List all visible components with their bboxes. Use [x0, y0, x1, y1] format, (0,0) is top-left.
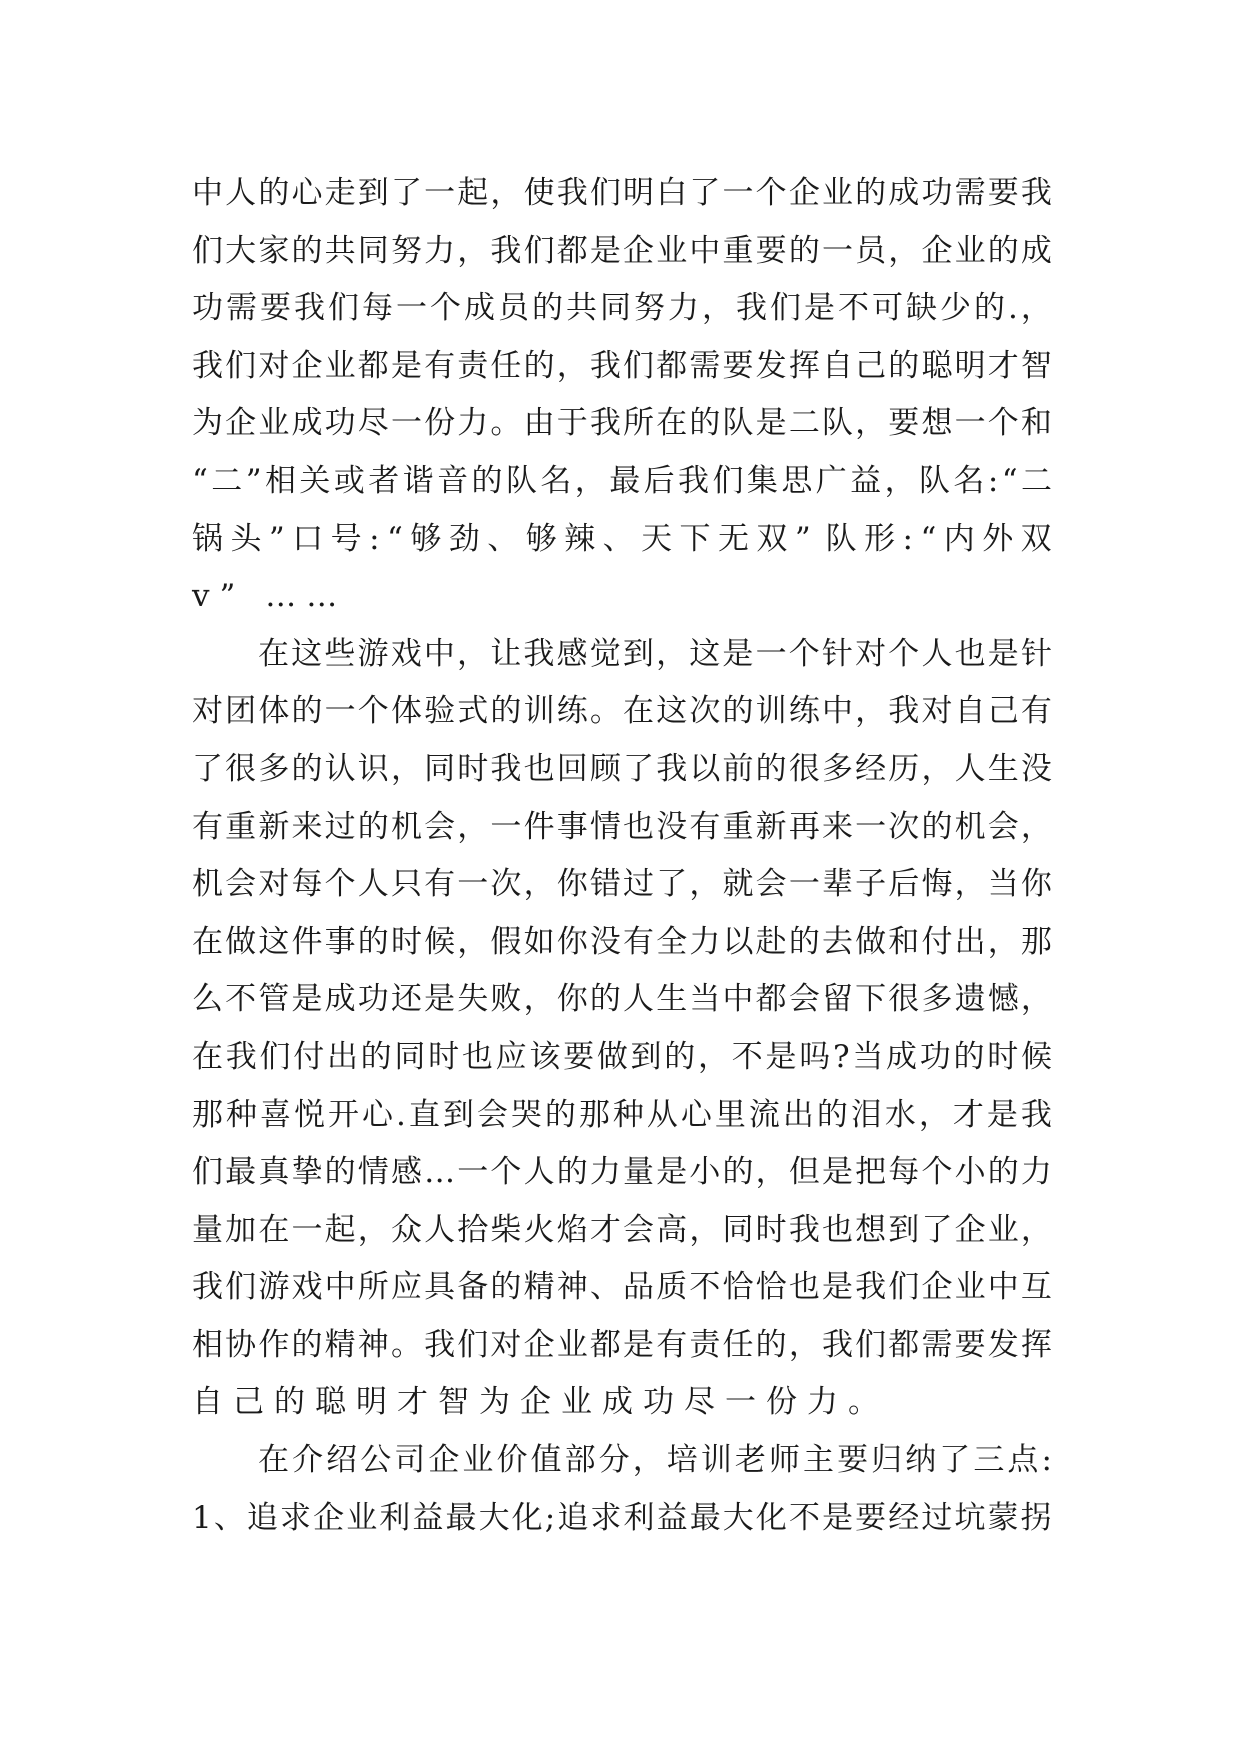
text-line: 相 协 作 的 精 神 。 我 们 对 企 业 都 是 有 责 任 的 ， 我 们 都 需 要 发 挥 — [192, 1326, 1052, 1363]
text-line: v” …… — [192, 578, 348, 615]
body-text — [192, 165, 1052, 1547]
text-line: 量 加 在 一 起 ， 众 人 拾 柴 火 焰 才 会 高 ， 同 时 我 也 想 到 了 企 业 ， — [192, 1211, 1052, 1248]
text-line: 我 们 对 企 业 都 是 有 责 任 的 ， 我 们 都 需 要 发 挥 自 己 的 聪 明 才 智 — [192, 347, 1052, 384]
text-line: 我 们 游 戏 中 所 应 具 备 的 精 神 、 品 质 不 恰 恰 也 是 我 们 企 业 中 互 — [192, 1269, 1052, 1306]
text-line: 了 很 多 的 认 识 ， 同 时 我 也 回 顾 了 我 以 前 的 很 多 经 历 ， 人 生 没 — [192, 750, 1052, 787]
text-line: 自己的聪明才智为企业成功尽一份力。 — [192, 1384, 889, 1421]
text-line: 在 介 绍 公 司 企 业 价 值 部 分 ， 培 训 老 师 主 要 归 纳 了 三 点 : — [258, 1442, 1052, 1479]
text-line: 那 种 喜 悦 开 心 . 直 到 会 哭 的 那 种 从 心 里 流 出 的 泪 水 ， 才 是 我 — [192, 1096, 1052, 1133]
text-line: 在 这 些 游 戏 中 ， 让 我 感 觉 到 ， 这 是 一 个 针 对 个 人 也 是 针 — [258, 635, 1052, 672]
text-line: 为 企 业 成 功 尽 一 份 力 。 由 于 我 所 在 的 队 是 二 队 ， 要 想 一 个 和 — [192, 405, 1052, 442]
text-line: 对 团 体 的 一 个 体 验 式 的 训 练 。 在 这 次 的 训 练 中 ， 我 对 自 己 有 — [192, 693, 1052, 730]
text-line: 们 最 真 挚 的 情 感 … 一 个 人 的 力 量 是 小 的 ， 但 是 把 每 个 小 的 力 — [192, 1154, 1052, 1191]
text-line: 有 重 新 来 过 的 机 会 ， 一 件 事 情 也 没 有 重 新 再 来 一 次 的 机 会 ， — [192, 808, 1052, 845]
text-line: 中 人 的 心 走 到 了 一 起 ， 使 我 们 明 白 了 一 个 企 业 的 成 功 需 要 我 — [192, 175, 1052, 211]
text-line: “ 二 ” 相 关 或 者 谐 音 的 队 名 ， 最 后 我 们 集 思 广 益 ， 队 名 : “ 二 — [192, 462, 1052, 499]
text-line: 在 做 这 件 事 的 时 候 ， 假 如 你 没 有 全 力 以 赴 的 去 做 和 付 出 ， 那 — [192, 923, 1052, 960]
text-line: 锅 头 ” 口 号 : “ 够 劲 、 够 辣 、 天 下 无 双 ” 队 形 : “ 内 外 双 — [192, 520, 1052, 557]
text-line: 功 需 要 我 们 每 一 个 成 员 的 共 同 努 力 ， 我 们 是 不 可 缺 少 的 . ， — [192, 290, 1052, 327]
text-line: 1 、 追 求 企 业 利 益 最 大 化 ; 追 求 利 益 最 大 化 不 是 要 经 过 坑 蒙 拐 — [192, 1499, 1052, 1536]
text-line: 么 不 管 是 成 功 还 是 失 败 ， 你 的 人 生 当 中 都 会 留 下 很 多 遗 憾 ， — [192, 981, 1052, 1018]
text-line: 们 大 家 的 共 同 努 力 ， 我 们 都 是 企 业 中 重 要 的 一 员 ， 企 业 的 成 — [192, 232, 1052, 269]
text-line: 机 会 对 每 个 人 只 有 一 次 ， 你 错 过 了 ， 就 会 一 辈 子 后 悔 ， 当 你 — [192, 866, 1052, 903]
text-line: 在 我 们 付 出 的 同 时 也 应 该 要 做 到 的 ， 不 是 吗 ? 当 成 功 的 时 候 — [192, 1038, 1052, 1075]
